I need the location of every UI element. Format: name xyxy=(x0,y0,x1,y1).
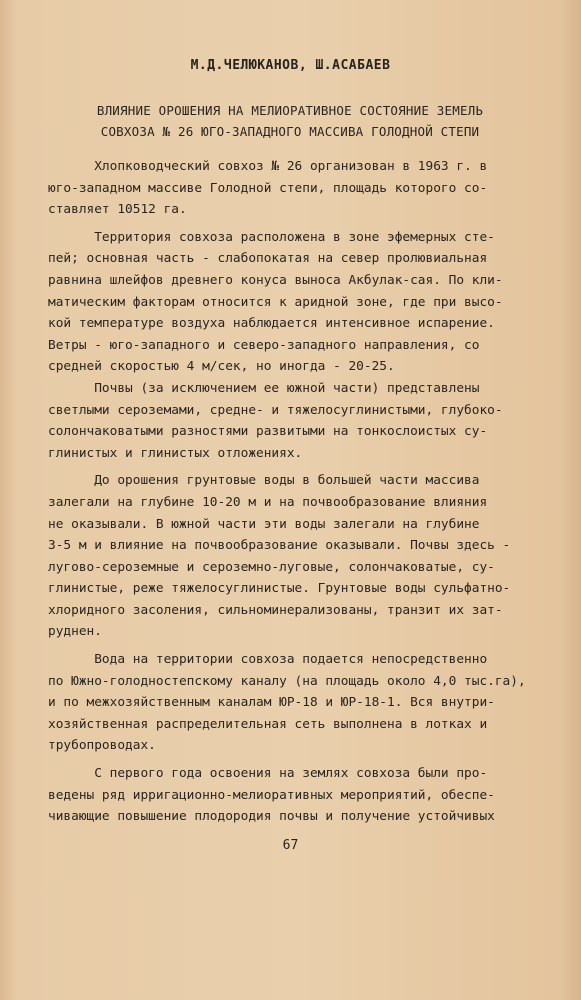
text-line: До орошения грунтовые воды в большей части массива xyxy=(48,473,480,489)
article-title-line-1: ВЛИЯНИЕ ОРОШЕНИЯ НА МЕЛИОРАТИВНОЕ СОСТОЯНИЕ ЗЕМЕЛЬ xyxy=(96,103,484,118)
text-line: С первого года освоения на землях совхоза были про- xyxy=(48,766,488,782)
paragraph-5 xyxy=(48,649,548,757)
article-title-line-2: СОВХОЗА № 26 ЮГО-ЗАПАДНОГО МАССИВА ГОЛОДНОЙ СТЕПИ xyxy=(100,124,480,139)
text-line: матическим факторам относится к аридной зоне, где при высо- xyxy=(48,294,503,310)
text-line: глинистые, реже тяжелосуглинистые. Грунтовые воды сульфатно- xyxy=(48,581,511,597)
text-line: Хлопководческий совхоз № 26 организован в 1963 г. в xyxy=(48,159,488,174)
text-line: кой температуре воздуха наблюдается интенсивное испарение. xyxy=(48,316,495,332)
text-line: по Южно-голодностепскому каналу (на площадь около 4,0 тыс.га), xyxy=(48,673,526,689)
authors-line: М.Д.ЧЕЛЮКАНОВ, Ш.АСАБАЕВ xyxy=(190,57,391,74)
paragraph-1 xyxy=(48,156,548,221)
text-line: ставляет 10512 га. xyxy=(48,202,187,218)
text-line: лугово-сероземные и сероземно-луговые, солончаковатые, су- xyxy=(48,559,495,575)
text-line: хозяйственная распределительная сеть выполнена в лотках и xyxy=(48,716,488,732)
article-body xyxy=(48,156,548,828)
text-line: руднен. xyxy=(48,624,102,640)
article-title xyxy=(55,100,525,142)
text-line: солончаковатыми разностями развитыми на тонкослоистых су- xyxy=(48,424,488,440)
text-line: ведены ряд ирригационно-мелиоративных мероприятий, обеспе- xyxy=(48,787,495,803)
text-line: хлоридного засоления, сильноминерализованы, транзит их зат- xyxy=(48,602,503,618)
text-line: юго-западном массиве Голодной степи, площадь которого со- xyxy=(48,180,488,196)
page-number: 67 xyxy=(282,838,299,853)
text-line: средней скоростью 4 м/сек, но иногда - 20-25. xyxy=(48,359,395,375)
text-line: трубопроводах. xyxy=(48,738,156,754)
text-line: не оказывали. В южной части эти воды залегали на глубине xyxy=(48,516,480,532)
text-line: глинистых и глинистых отложениях. xyxy=(48,445,303,461)
text-line: Почвы (за исключением ее южной части) представлены xyxy=(48,380,480,396)
text-line: и по межхозяйственным каналам ЮР-18 и ЮР-18-1. Вся внутри- xyxy=(48,695,495,711)
text-line: равнина шлейфов древнего конуса выноса Акбулак-сая. По кли- xyxy=(48,272,503,288)
text-line: Вода на территории совхоза подается непосредственно xyxy=(48,652,488,668)
text-line: 3-5 м и влияние на почвообразование оказывали. Почвы здесь - xyxy=(48,538,511,554)
text-line: залегали на глубине 10-20 м и на почвообразование влияния xyxy=(48,494,488,510)
paragraph-6 xyxy=(48,763,548,828)
text-line: светлыми сероземами, средне- и тяжелосуглинистыми, глубоко- xyxy=(48,402,503,418)
text-line: Ветры - юго-западного и северо-западного направления, со xyxy=(48,337,480,353)
paragraph-4 xyxy=(48,470,548,643)
text-line: пей; основная часть - слабопокатая на север пролювиальная xyxy=(48,251,488,267)
text-line: чивающие повышение плодородия почвы и получение устойчивых xyxy=(48,809,495,825)
text-line: Территория совхоза расположена в зоне эфемерных сте- xyxy=(48,229,495,245)
paragraph-3 xyxy=(48,378,548,464)
paragraph-2 xyxy=(48,227,548,378)
